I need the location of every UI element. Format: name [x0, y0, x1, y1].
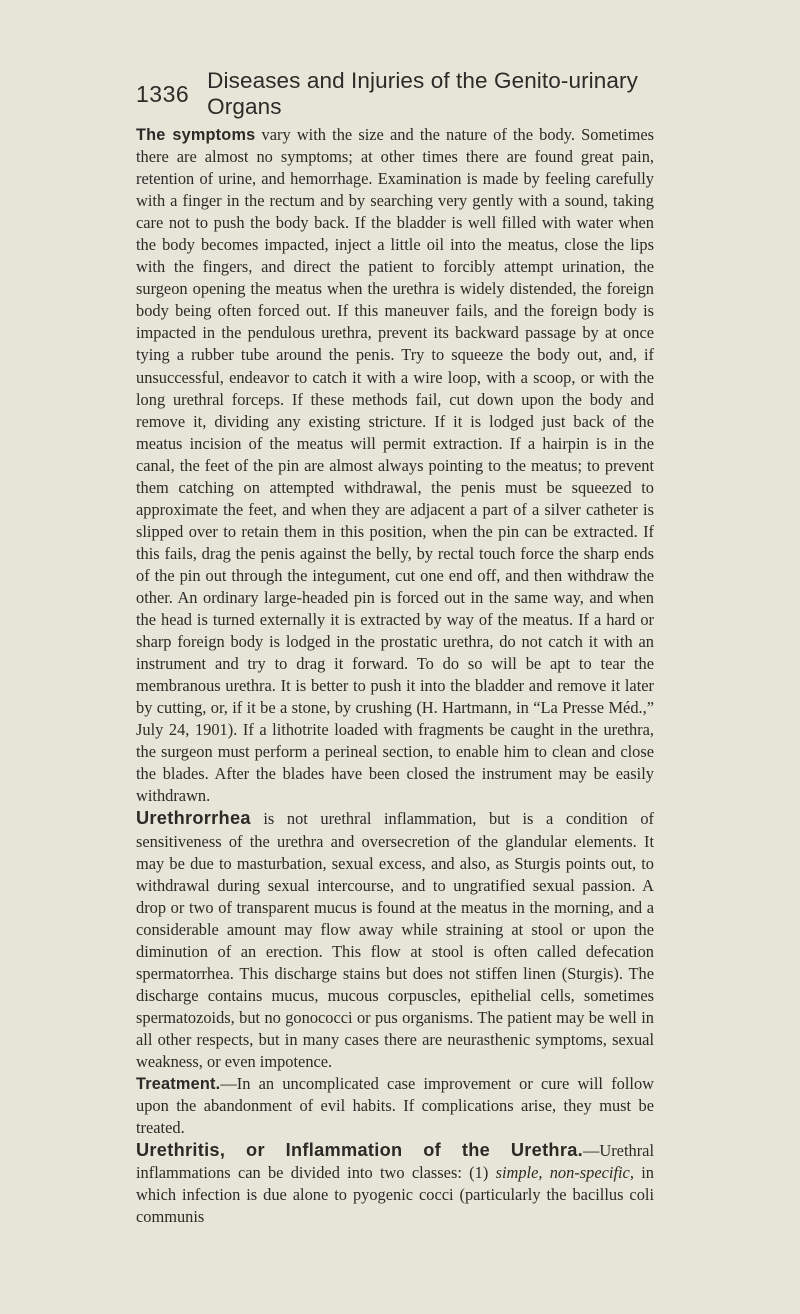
- paragraph-text-symptoms: vary with the size and the nature of the body. Sometimes there are almost no symptoms; at other times there are found great pain, retention of urine, and hemorrhage. Examination is made by feeling carefully with a finger in the rectum and by searching very gently with a sound, taking care not to push the body back. If the bladder is well filled with water when the body becomes impacted, inject a little oil into the meatus, close the lips with the fingers, and direct the patient to forcibly attempt urination, the surgeon opening the meatus when the urethra is widely distended, the foreign body being often forced out. If this maneuver fails, and the foreign body is impacted in the pendulous urethra, prevent its backward passage by at once tying a rubber tube around the penis. Try to squeeze the body out, and, if unsuccessful, endeavor to catch it with a wire loop, with a scoop, or with the long urethral forceps. If these methods fail, cut down upon the body and remove it, dividing any existing stricture. If it is lodged just back of the meatus incision of the meatus will permit extraction. If a hairpin is in the canal, the feet of the pin are almost always pointing to the meatus; to prevent them catching on attempted withdrawal, the penis must be squeezed to approximate the feet, and when they are adjacent a part of a silver catheter is slipped over to retain them in this position, when the pin can be extracted. If this fails, drag the penis against the belly, by rectal touch force the sharp ends of the pin out through the integument, cut one end off, and then withdraw the other. An ordinary large-headed pin is forced out in the same way, and when the head is turned externally it is extracted by way of the meatus. If a hard or sharp foreign body is lodged in the prostatic urethra, do not catch it with an instrument and try to drag it forward. To do so will be apt to tear the membranous urethra. It is better to push it into the bladder and remove it later by cutting, or, if it be a stone, by crushing (H. Hartmann, in “La Presse Méd.,” July 24, 1901). If a lithotrite loaded with fragments be caught in the urethra, the surgeon must perform a perineal section, to enable him to clean and close the blades. After the blades have been closed the instrument may be easily withdrawn.: [136, 125, 654, 806]
- paragraph-symptoms: [136, 124, 654, 807]
- paragraph-lead-urethrorrhea: Urethrorrhea: [136, 808, 251, 829]
- running-title: Diseases and Injuries of the Genito-urinary Organs: [207, 68, 638, 119]
- paragraph-lead-treatment: Treatment.: [136, 1075, 221, 1094]
- paragraph-text-urethritis-before: —Urethral inflammations can be divided into two classes: (1): [136, 1141, 654, 1183]
- paragraph-urethrorrhea: [136, 807, 654, 1073]
- paragraph-lead-symptoms: The symptoms: [136, 126, 256, 144]
- paragraph-text-urethritis-after: in which infection is due alone to pyogenic cocci (particularly the bacillus coli communis: [136, 1163, 654, 1227]
- body-text: [136, 124, 654, 1228]
- page-number: 1336: [136, 80, 190, 107]
- paragraph-urethritis: [136, 1139, 654, 1228]
- paragraph-lead-urethritis: Urethritis, or Inflammation of the Urethra.: [136, 1140, 583, 1161]
- paragraph-text-urethrorrhea: is not urethral inflammation, but is a condition of sensitiveness of the urethra and oversecretion of the glandular elements. It may be due to masturbation, sexual excess, and also, as Sturgis points out, to withdrawal during sexual intercourse, and to ungratified sexual passion. A drop or two of transparent mucus is found at the meatus in the morning, and a considerable amount may flow away while straining at stool or upon the diminution of an erection. This flow at stool is often called defecation spermatorrhea. This discharge stains but does not stiffen linen (Sturgis). The discharge contains mucus, mucous corpuscles, epithelial cells, sometimes spermatozoids, but no gonococci or pus organisms. The patient may be well in all other respects, but in many cases there are neurasthenic symptoms, sexual weakness, or even impotence.: [136, 809, 654, 1071]
- paragraph-italic-urethritis: simple, non-specific,: [495, 1163, 634, 1183]
- running-head: [136, 68, 696, 119]
- paragraph-text-treatment: —In an uncomplicated case improvement or cure will follow upon the abandonment of evil habits. If complications arise, they must be treated.: [136, 1074, 654, 1138]
- paragraph-treatment: [136, 1073, 654, 1139]
